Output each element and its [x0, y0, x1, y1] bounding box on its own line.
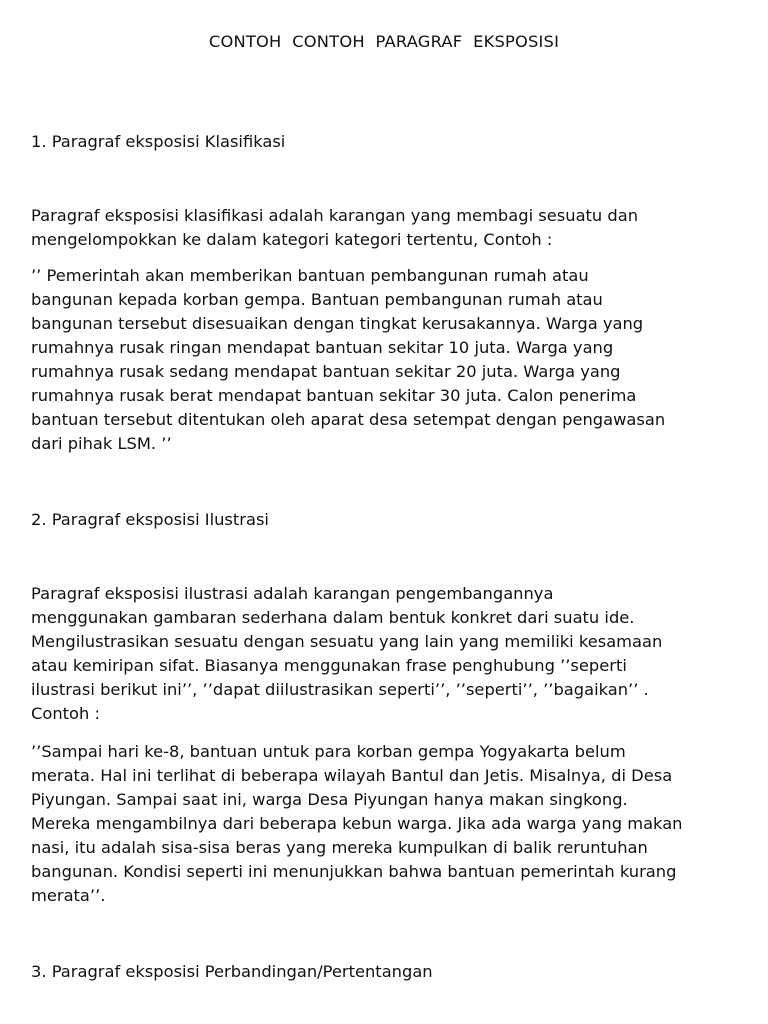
- section-heading-ilustrasi: 2. Paragraf eksposisi Ilustrasi: [31, 510, 269, 529]
- section-example-klasifikasi: ’’ Pemerintah akan memberikan bantuan pembangunan rumah atau bangunan kepada korban gempa. Bantuan pembangunan rumah atau bangunan tersebut disesuaikan dengan tingkat kerusakannya. Warga yang rumahnya rusak ringan mendapat bantuan sekitar 10 juta. Warga yang rumahnya rusak sedang mendapat bantuan sekitar 20 juta. Warga yang rumahnya rusak berat mendapat bantuan sekitar 30 juta. Calon penerima bantuan tersebut ditentukan oleh aparat desa setempat dengan pengawasan dari pihak LSM. ’’: [31, 266, 666, 453]
- section-definition-ilustrasi: Paragraf eksposisi ilustrasi adalah karangan pengembangannya menggunakan gambaran sederhana dalam bentuk konkret dari suatu ide. Mengilustrasikan sesuatu dengan sesuatu yang lain yang memiliki kesamaan atau kemiripan sifat. Biasanya menggunakan frase penghubung ’’seperti ilustrasi berikut ini’’, ’’dapat diilustrasikan seperti’’, ’’seperti’’, ’’bagaikan’’ . Contoh :: [31, 584, 663, 723]
- section-heading-klasifikasi: 1. Paragraf eksposisi Klasifikasi: [31, 132, 286, 151]
- section-example-ilustrasi: ’’Sampai hari ke-8, bantuan untuk para korban gempa Yogyakarta belum merata. Hal ini terlihat di beberapa wilayah Bantul dan Jetis. Misalnya, di Desa Piyungan. Sampai saat ini, warga Desa Piyungan hanya makan singkong. Mereka mengambilnya dari beberapa kebun warga. Jika ada warga yang makan nasi, itu adalah sisa-sisa beras yang mereka kumpulkan di balik reruntuhan bangunan. Kondisi seperti ini menunjukkan bahwa bantuan pemerintah kurang merata’’.: [31, 742, 683, 905]
- section-definition-klasifikasi: Paragraf eksposisi klasifikasi adalah karangan yang membagi sesuatu dan mengelompokkan ke dalam kategori kategori tertentu, Contoh :: [31, 206, 639, 249]
- document-title: CONTOH CONTOH PARAGRAF EKSPOSISI: [208, 32, 560, 51]
- section-heading-perbandingan: 3. Paragraf eksposisi Perbandingan/Pertentangan: [31, 962, 433, 981]
